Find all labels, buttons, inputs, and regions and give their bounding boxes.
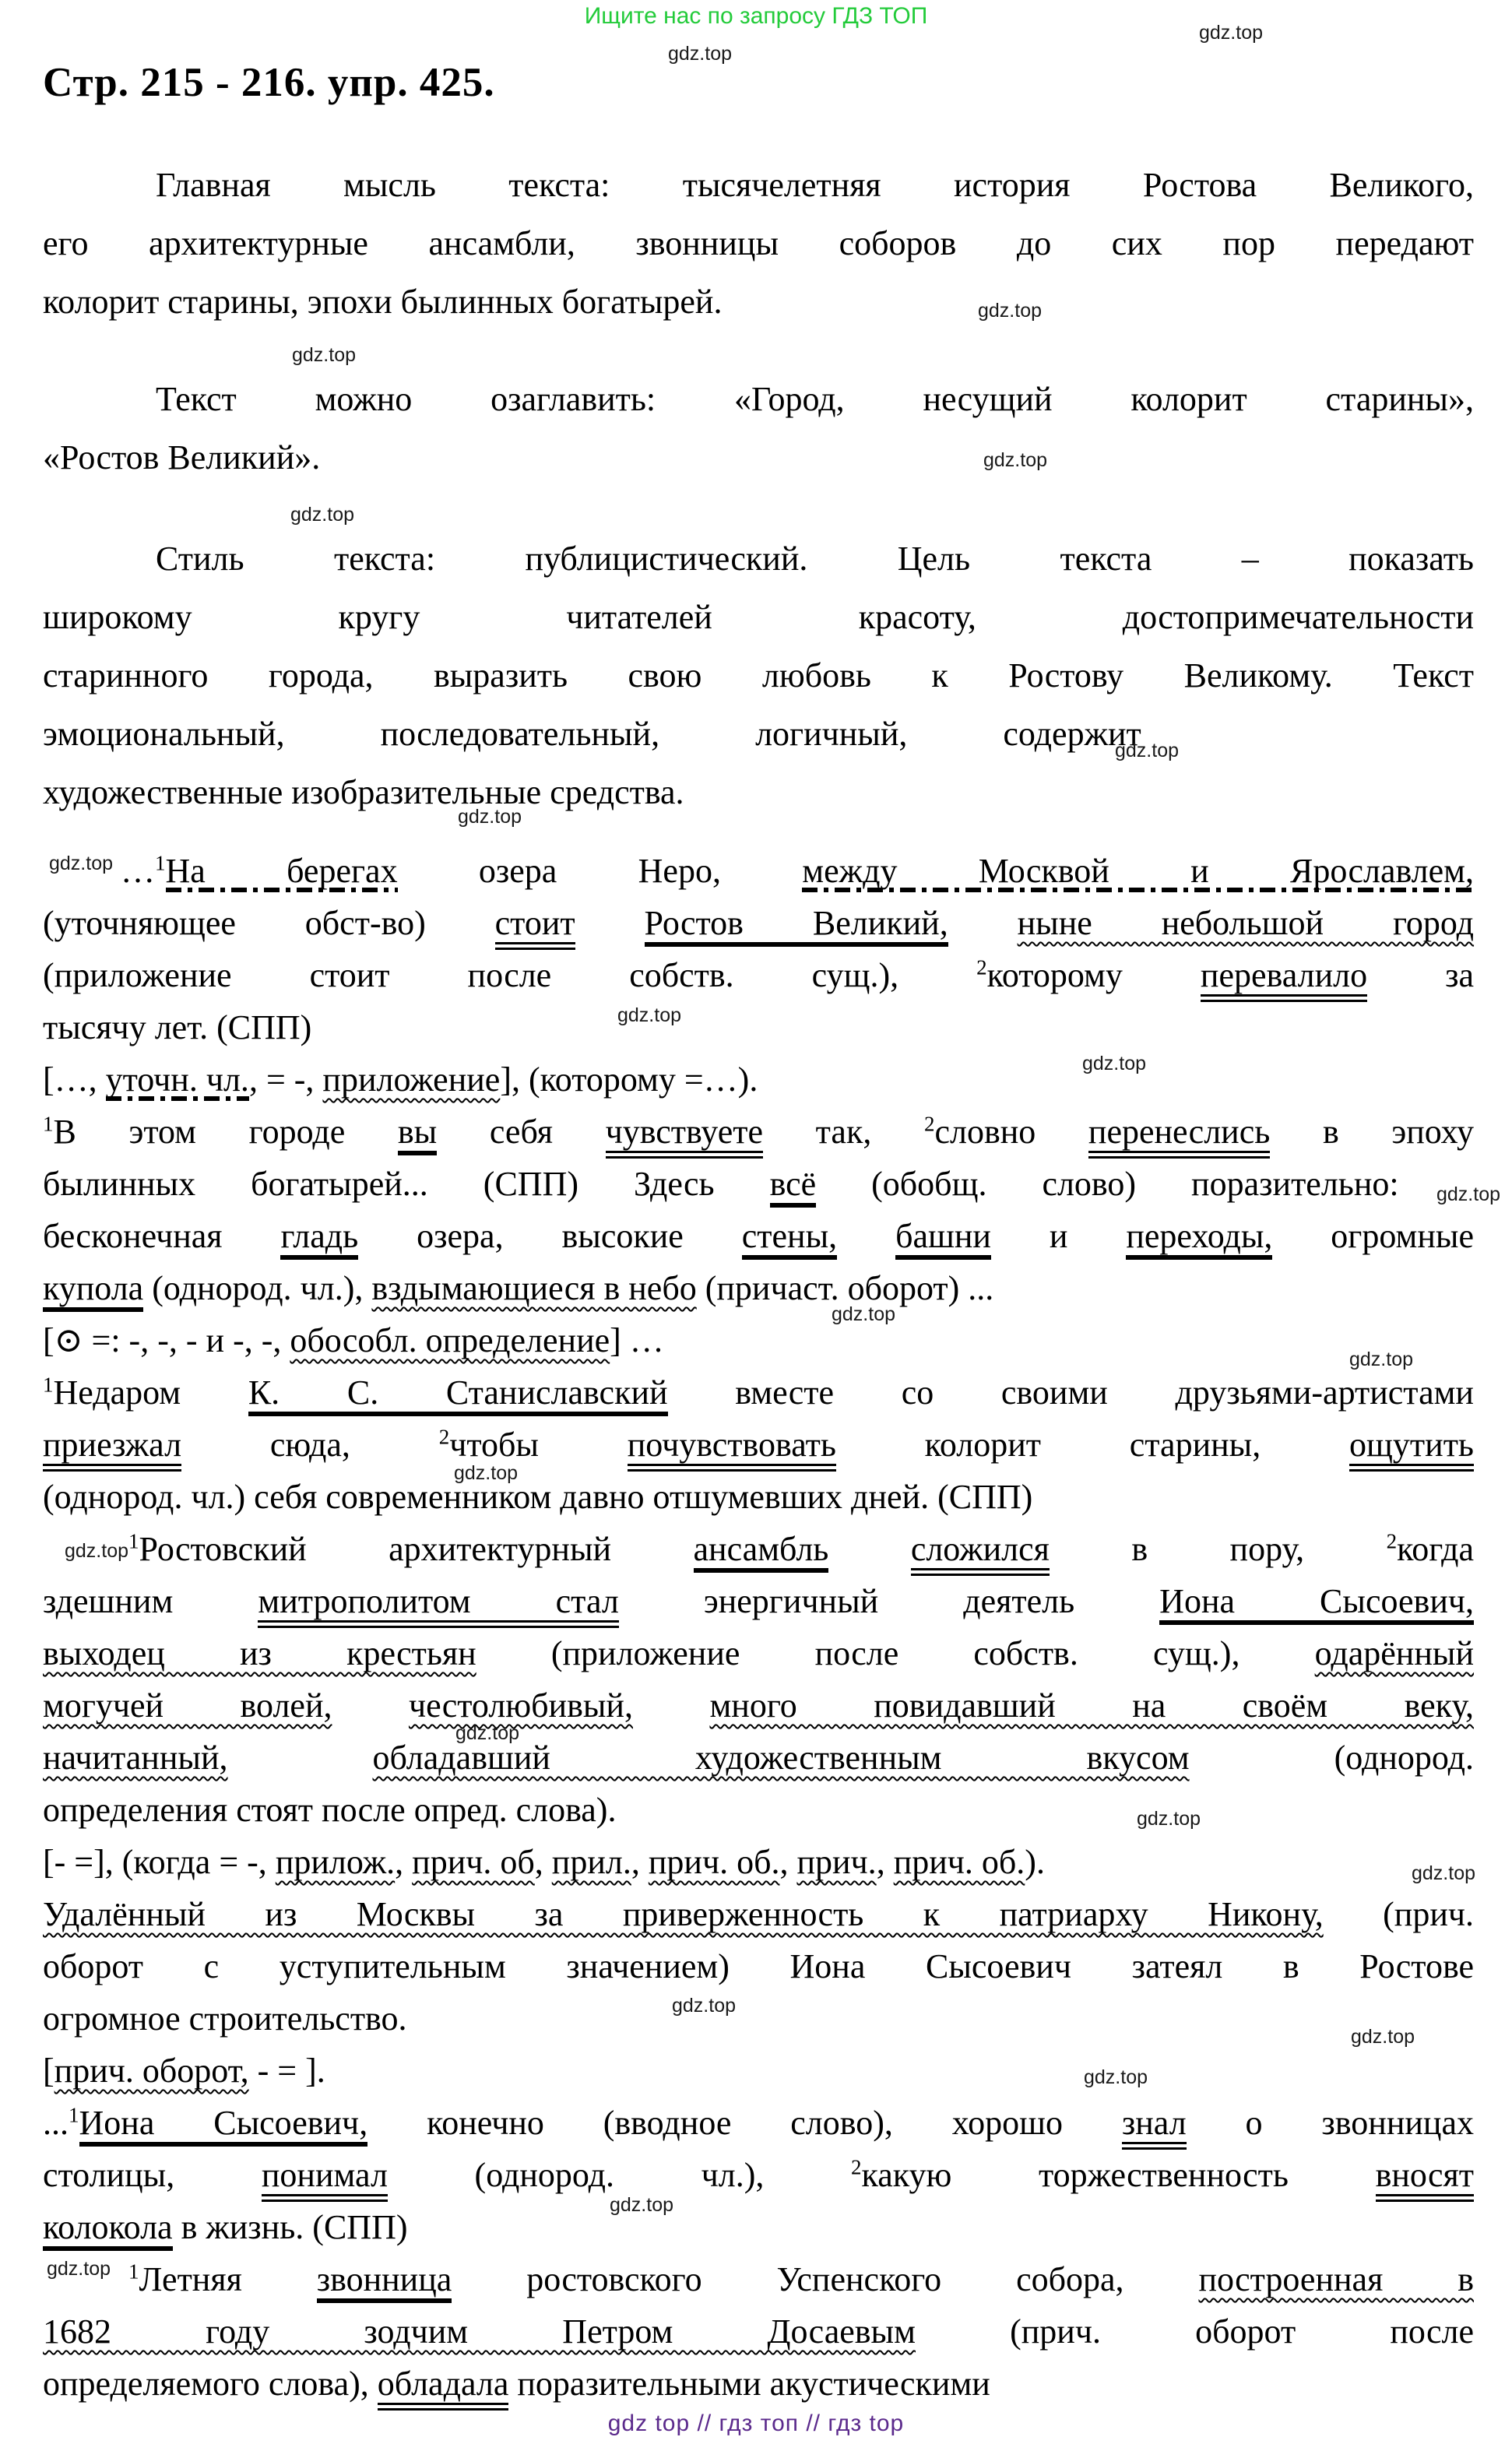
underlined-text-run: уточн. чл. bbox=[106, 1060, 249, 1101]
text-run: которому bbox=[986, 956, 1201, 994]
text-run: «Ростов Великий». bbox=[43, 438, 321, 476]
underlined-text-run: митрополитом стал bbox=[258, 1582, 618, 1628]
text-run: здешним bbox=[43, 1582, 258, 1620]
underlined-text-run: 1682 году зодчим Петром Досаевым bbox=[43, 2312, 916, 2351]
underlined-text-run: построенная в bbox=[1198, 2260, 1474, 2298]
text-line bbox=[43, 646, 1474, 705]
text-line bbox=[43, 370, 1474, 428]
text-run: Главная мысль текста: тысячелетняя история Ростова Великого, bbox=[156, 166, 1474, 204]
underlined-text-run: понимал bbox=[262, 2156, 388, 2202]
underlined-text-run: много повидавший на своём веку, bbox=[709, 1686, 1475, 1725]
text-line bbox=[43, 1158, 1474, 1210]
underlined-text-run: вздымающиеся в небо bbox=[371, 1269, 697, 1307]
text-run: озера, высокие bbox=[358, 1217, 742, 1255]
text-run: себя bbox=[437, 1113, 606, 1151]
text-run: , bbox=[779, 1843, 797, 1881]
text-line bbox=[43, 1940, 1474, 1992]
text-run: столицы, bbox=[43, 2156, 262, 2194]
text-run: , bbox=[395, 1843, 413, 1881]
text-run: в эпоху bbox=[1270, 1113, 1475, 1151]
text-run: бесконечная bbox=[43, 1217, 281, 1255]
text-run: […, bbox=[43, 1060, 106, 1099]
text-run: былинных богатырей... (СПП) Здесь bbox=[43, 1165, 770, 1203]
text-run bbox=[575, 904, 645, 942]
text-run: тысячу лет. (СПП) bbox=[43, 1008, 312, 1046]
text-line bbox=[43, 428, 1474, 487]
clause-number-superscript: 2 bbox=[976, 955, 987, 979]
text-line bbox=[43, 2305, 1474, 2358]
gdz-watermark: gdz.top bbox=[1137, 1808, 1201, 1830]
underlined-text-run: ныне небольшой город bbox=[1017, 904, 1475, 942]
text-run bbox=[332, 1686, 409, 1725]
text-line bbox=[43, 763, 1474, 821]
document-body bbox=[43, 156, 1474, 2410]
underlined-text-run: ансамбль bbox=[694, 1530, 829, 1573]
gdz-watermark: gdz.top bbox=[458, 806, 522, 828]
underlined-text-run: перевалило bbox=[1201, 956, 1367, 1002]
underlined-text-run: честолюбивый, bbox=[408, 1686, 633, 1725]
text-run: огромное строительство. bbox=[43, 1999, 407, 2038]
underlined-text-run: чувствуете bbox=[606, 1113, 763, 1159]
underlined-text-run: ощутить bbox=[1349, 1426, 1474, 1472]
underlined-text-run: могучей волей, bbox=[43, 1686, 332, 1725]
text-line bbox=[43, 2149, 1474, 2201]
gdz-watermark: gdz.top bbox=[1351, 2026, 1415, 2048]
text-run: ], (которому =…). bbox=[500, 1060, 758, 1099]
gdz-watermark: gdz.top bbox=[49, 853, 114, 874]
text-run: Текст можно озаглавить: «Город, несущий колорит старины», bbox=[156, 380, 1474, 418]
underlined-text-run: На берегах bbox=[166, 852, 398, 892]
underlined-text-run: переходы, bbox=[1126, 1217, 1272, 1260]
underlined-text-run: прил. bbox=[551, 1843, 631, 1881]
text-line bbox=[43, 529, 1474, 588]
text-run: огромные bbox=[1272, 1217, 1475, 1255]
text-run: В этом городе bbox=[53, 1113, 398, 1151]
text-run: Летняя bbox=[139, 2260, 317, 2298]
text-run: поразительными акустическими bbox=[508, 2365, 990, 2403]
text-run bbox=[633, 1686, 709, 1725]
underlined-text-run: почувствовать bbox=[628, 1426, 836, 1472]
underlined-text-run: между Москвой и Ярославлем, bbox=[802, 852, 1474, 892]
clause-number-superscript: 1 bbox=[43, 1112, 54, 1136]
text-run: и bbox=[990, 1217, 1127, 1255]
text-line bbox=[43, 845, 1474, 897]
text-line bbox=[43, 1627, 1474, 1679]
clause-number-superscript: 1 bbox=[43, 1373, 54, 1397]
text-line bbox=[43, 1575, 1474, 1627]
underlined-text-run: колокола bbox=[43, 2208, 173, 2251]
underlined-text-run: всё bbox=[770, 1165, 817, 1208]
text-line bbox=[43, 1992, 1474, 2045]
text-line bbox=[43, 1053, 1474, 1106]
underlined-text-run: обособл. определение bbox=[290, 1321, 610, 1359]
gdz-watermark: gdz.top bbox=[1199, 22, 1264, 44]
scheme-1 bbox=[43, 1053, 1474, 1106]
text-run: сюда, bbox=[181, 1426, 439, 1464]
gdz-watermark: gdz.top bbox=[1082, 1053, 1147, 1074]
text-run: ростовского Успенского собора, bbox=[452, 2260, 1199, 2298]
gdz-watermark: gdz.top bbox=[1349, 1349, 1414, 1370]
text-run: когда bbox=[1397, 1530, 1474, 1568]
text-run: Недаром bbox=[53, 1373, 248, 1412]
underlined-text-run: перенеслись bbox=[1088, 1113, 1270, 1159]
text-line bbox=[43, 156, 1474, 214]
sentence-5-analysis bbox=[43, 1888, 1474, 2045]
text-run: (однород. чл.) себя современником давно отшумевших дней. (СПП) bbox=[43, 1478, 1033, 1516]
underlined-text-run: прич. bbox=[796, 1843, 877, 1881]
text-line bbox=[43, 2201, 1474, 2253]
text-line bbox=[43, 2097, 1474, 2149]
gdz-watermark: gdz.top bbox=[454, 1462, 519, 1484]
text-line bbox=[43, 1836, 1474, 1888]
text-run: о звонницах bbox=[1186, 2104, 1474, 2142]
gdz-watermark: gdz.top bbox=[47, 2258, 111, 2280]
text-run: (приложение после собств. сущ.), bbox=[476, 1634, 1315, 1672]
scheme-3 bbox=[43, 1836, 1474, 1888]
text-run: старинного города, выразить свою любовь к Ростову Великому. Текст bbox=[43, 656, 1474, 695]
sentence-1-analysis bbox=[43, 845, 1474, 1053]
text-line bbox=[43, 588, 1474, 646]
text-run: , bbox=[876, 1843, 894, 1881]
clause-number-superscript: 1 bbox=[128, 1529, 139, 1553]
underlined-text-run: сложился bbox=[911, 1530, 1050, 1576]
text-run: оборот с уступительным значением) Иона Сысоевич затеял в Ростове bbox=[43, 1947, 1474, 1985]
text-run: ] … bbox=[610, 1321, 664, 1359]
text-line bbox=[43, 2358, 1474, 2410]
underlined-text-run: К. С. Станиславский bbox=[248, 1373, 668, 1416]
gdz-watermark: gdz.top bbox=[292, 344, 357, 366]
text-line bbox=[43, 897, 1474, 949]
underlined-text-run: Ростов Великий, bbox=[645, 904, 948, 947]
text-run: , bbox=[534, 1843, 552, 1881]
text-line bbox=[43, 1314, 1474, 1366]
underlined-text-run: прич. об. bbox=[648, 1843, 780, 1881]
underlined-text-run: выходец из крестьян bbox=[43, 1634, 476, 1672]
text-run: широкому кругу читателей красоту, достопримечательности bbox=[43, 598, 1474, 636]
clause-number-superscript: 1 bbox=[155, 851, 166, 875]
underlined-text-run: прилож. bbox=[275, 1843, 396, 1881]
underlined-text-run: вы bbox=[398, 1113, 437, 1155]
text-run: эмоциональный, последовательный, логичный, содержит bbox=[43, 715, 1141, 753]
underlined-text-run: звонница bbox=[317, 2260, 452, 2303]
underlined-text-run: прич. оборот, bbox=[54, 2052, 249, 2090]
underlined-text-run: стоит bbox=[495, 904, 575, 950]
text-line bbox=[43, 214, 1474, 273]
text-line bbox=[43, 949, 1474, 1001]
gdz-watermark: gdz.top bbox=[65, 1540, 129, 1562]
text-run: (однород. bbox=[1189, 1739, 1475, 1777]
gdz-watermark: gdz.top bbox=[455, 1722, 520, 1744]
text-run: Стиль текста: публицистический. Цель текста – показать bbox=[156, 540, 1474, 578]
gdz-watermark: gdz.top bbox=[617, 1004, 682, 1026]
scheme-4 bbox=[43, 2045, 1474, 2097]
promo-banner: Ищите нас по запросу ГДЗ ТОП bbox=[584, 3, 928, 29]
sentence-4-analysis bbox=[43, 1523, 1474, 1836]
text-line bbox=[43, 1106, 1474, 1158]
text-line bbox=[43, 2253, 1474, 2305]
text-run: за bbox=[1367, 956, 1475, 994]
underlined-text-run: башни bbox=[895, 1217, 991, 1260]
text-line bbox=[43, 1366, 1474, 1419]
text-run: какую торжественность bbox=[861, 2156, 1376, 2194]
text-run: ... bbox=[43, 2104, 69, 2142]
gdz-watermark: gdz.top bbox=[1436, 1183, 1501, 1205]
text-line bbox=[43, 1679, 1474, 1732]
text-line bbox=[43, 1888, 1474, 1940]
text-run: [ bbox=[43, 2052, 55, 2090]
clause-number-superscript: 2 bbox=[851, 2155, 862, 2179]
underlined-text-run: знал bbox=[1122, 2104, 1187, 2150]
sentence-2-analysis bbox=[43, 1106, 1474, 1314]
text-run: определяемого слова), bbox=[43, 2365, 378, 2403]
text-line bbox=[43, 1471, 1474, 1523]
page-title: Стр. 215 - 216. упр. 425. bbox=[43, 60, 495, 105]
gdz-watermark: gdz.top bbox=[978, 300, 1043, 322]
text-line bbox=[43, 1523, 1474, 1575]
gdz-watermark: gdz.top bbox=[832, 1303, 896, 1325]
text-run: его архитектурные ансамбли, звонницы соборов до сих пор передают bbox=[43, 224, 1474, 262]
text-run: , = -, bbox=[248, 1060, 323, 1099]
clause-number-superscript: 2 bbox=[1386, 1529, 1398, 1553]
underlined-text-run: Удалённый из Москвы за приверженность к патриарху Никону, bbox=[43, 1895, 1324, 1933]
text-run: колорит старины, bbox=[835, 1426, 1350, 1464]
text-run: (приложение стоит после собств. сущ.), bbox=[43, 956, 977, 994]
underlined-text-run: приезжал bbox=[43, 1426, 181, 1472]
text-run: чтобы bbox=[449, 1426, 628, 1464]
text-line bbox=[43, 1001, 1474, 1053]
paragraph-title-options bbox=[43, 370, 1474, 487]
text-run: - = ]. bbox=[248, 2052, 325, 2090]
text-run: конечно (вводное слово), хорошо bbox=[367, 2104, 1122, 2142]
clause-number-superscript: 1 bbox=[128, 2259, 139, 2284]
text-run: (однород. чл.), bbox=[387, 2156, 852, 2194]
text-run: энергичный деятель bbox=[618, 1582, 1160, 1620]
text-run: (прич. bbox=[1323, 1895, 1474, 1933]
text-run: , bbox=[631, 1843, 649, 1881]
sentence-3-analysis bbox=[43, 1366, 1474, 1523]
text-run: определения стоят после опред. слова). bbox=[43, 1791, 617, 1829]
text-run: словно bbox=[934, 1113, 1088, 1151]
text-run bbox=[228, 1739, 373, 1777]
underlined-text-run: обладала bbox=[378, 2365, 509, 2411]
paragraph-style-purpose bbox=[43, 529, 1474, 821]
clause-number-superscript: 2 bbox=[438, 1425, 450, 1449]
text-run bbox=[837, 1217, 895, 1255]
text-run: ). bbox=[1025, 1843, 1045, 1881]
underlined-text-run: приложение bbox=[322, 1060, 501, 1099]
text-line bbox=[43, 1732, 1474, 1784]
text-run: [⊙ =: -, -, - и -, -, bbox=[43, 1321, 290, 1359]
text-run: озера Неро, bbox=[397, 852, 803, 890]
underlined-text-run: Иона Сысоевич, bbox=[79, 2104, 368, 2147]
text-run: художественные изобразительные средства. bbox=[43, 773, 684, 811]
gdz-watermark: gdz.top bbox=[672, 1995, 737, 2017]
gdz-watermark: gdz.top bbox=[1412, 1862, 1476, 1884]
text-run: (обобщ. слово) поразительно: bbox=[816, 1165, 1399, 1203]
underlined-text-run: стены, bbox=[742, 1217, 837, 1260]
gdz-watermark: gdz.top bbox=[668, 43, 733, 65]
underlined-text-run: гладь bbox=[280, 1217, 358, 1260]
text-run: (прич. оборот после bbox=[915, 2312, 1474, 2351]
sentence-6-analysis bbox=[43, 2097, 1474, 2253]
clause-number-superscript: 1 bbox=[69, 2103, 79, 2127]
text-run: так, bbox=[763, 1113, 924, 1151]
text-run: колорит старины, эпохи былинных богатырей. bbox=[43, 283, 723, 321]
text-line bbox=[43, 1262, 1474, 1314]
underlined-text-run: вносят bbox=[1376, 2156, 1474, 2202]
gdz-watermark: gdz.top bbox=[290, 504, 355, 526]
underlined-text-run: Иона Сысоевич, bbox=[1159, 1582, 1474, 1625]
text-run: в жизнь. (СПП) bbox=[172, 2208, 408, 2246]
clause-number-superscript: 2 bbox=[923, 1112, 935, 1136]
text-run bbox=[948, 904, 1018, 942]
gdz-watermark: gdz.top bbox=[610, 2194, 674, 2216]
text-run bbox=[828, 1530, 910, 1568]
footer-watermark: gdz top // гдз топ // гдз top bbox=[607, 2411, 905, 2436]
sentence-7-analysis bbox=[43, 2253, 1474, 2410]
text-line bbox=[43, 705, 1474, 763]
gdz-watermark: gdz.top bbox=[983, 449, 1048, 471]
text-run: (причаст. оборот) ... bbox=[696, 1269, 994, 1307]
gdz-watermark: gdz.top bbox=[1084, 2066, 1148, 2088]
underlined-text-run: прич. об bbox=[412, 1843, 535, 1881]
text-line bbox=[43, 1210, 1474, 1262]
text-line bbox=[43, 2045, 1474, 2097]
scheme-2 bbox=[43, 1314, 1474, 1366]
text-run: вместе со своими друзьями-артистами bbox=[667, 1373, 1474, 1412]
paragraph-main-idea bbox=[43, 156, 1474, 331]
text-run: (уточняющее обст-во) bbox=[43, 904, 495, 942]
underlined-text-run: начитанный, bbox=[43, 1739, 228, 1777]
underlined-text-run: обладавший художественным вкусом bbox=[372, 1739, 1190, 1777]
text-line bbox=[43, 1784, 1474, 1836]
underlined-text-run: прич. об. bbox=[893, 1843, 1025, 1881]
text-line bbox=[43, 273, 1474, 331]
text-run: Ростовский архитектурный bbox=[139, 1530, 694, 1568]
text-run: [- =], (когда = -, bbox=[43, 1843, 276, 1881]
text-line bbox=[43, 1419, 1474, 1471]
gdz-watermark: gdz.top bbox=[1115, 740, 1180, 761]
underlined-text-run: купола bbox=[43, 1269, 143, 1312]
text-run: … bbox=[121, 852, 155, 890]
underlined-text-run: одарённый bbox=[1314, 1634, 1475, 1672]
text-run: в пору, bbox=[1049, 1530, 1387, 1568]
text-run: (однород. чл.), bbox=[143, 1269, 372, 1307]
